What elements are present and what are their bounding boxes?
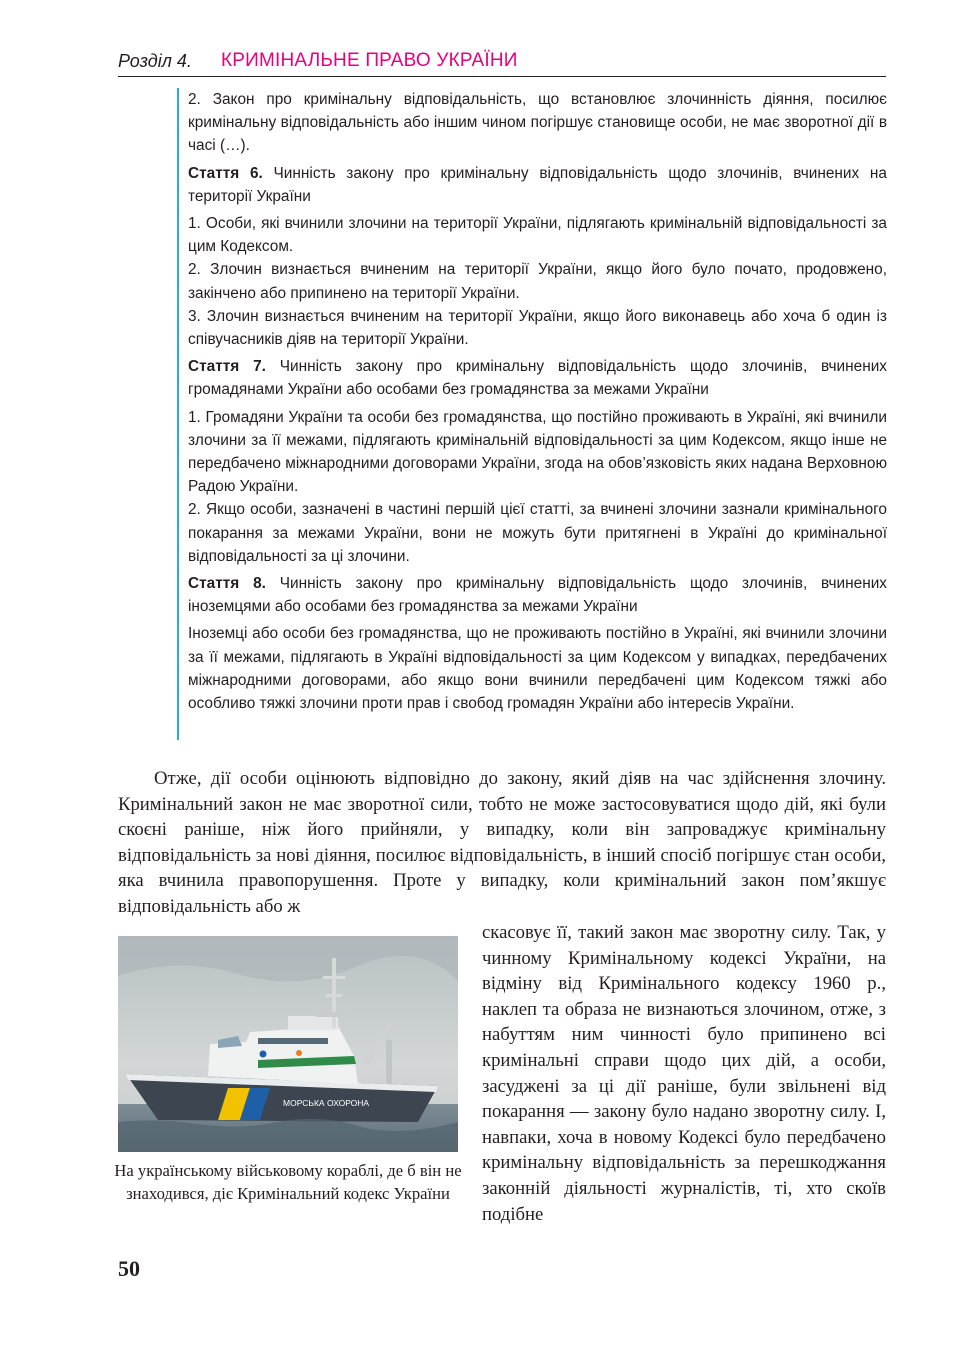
article-title: Чинність закону про кримінальну відповідальність щодо злочинів, вчинених іноземцями або особами без громадянства за межами України [188, 575, 887, 616]
law-item: 2. Якщо особи, зазначені в частині першій цієї статті, за вчинені злочини зазнали кримінального покарання за межами України, вони не можуть бути притягнені в Україні до кримінальної відповідальності за ці злочини. [188, 501, 887, 565]
article-6-heading [188, 162, 887, 208]
ship-photo [118, 936, 458, 1152]
ship-illustration [118, 936, 458, 1152]
article-label: Стаття 8. [188, 575, 266, 593]
section-label: Розділ 4. [118, 51, 192, 71]
ship-hull-text: МОРСЬКА ОХОРОНА [283, 1098, 370, 1108]
law-item: Іноземці або особи без громадянства, що не проживають постійно в Україні, які вчинили злочини за її межами, підлягають в Україні відповідальності за цим Кодексом у випадках, передбачених міжнародними договорами, або якщо вони вчинили передбачені цим Кодексом тяжкі або особливо тяжкі злочини проти прав і свобод громадян України або інтересів України. [188, 625, 887, 713]
photo-caption: На українському військовому кораблі, де б він не знаходився, діє Кримінальний кодекс України [114, 1161, 462, 1203]
page-number: 50 [118, 1256, 140, 1281]
law-item: 2. Злочин визнається вчиненим на території України, якщо його було почато, продовжено, закінчено або припинено на території України. [188, 261, 887, 302]
article-label: Стаття 6. [188, 164, 263, 182]
section-title: КРИМІНАЛЬНЕ ПРАВО УКРАЇНИ [221, 50, 518, 71]
law-excerpt-box [177, 88, 887, 740]
body-paragraph [118, 766, 886, 920]
law-item: 1. Особи, які вчинили злочини на території України, підлягають кримінальній відповідальності за цим Кодексом. [188, 215, 887, 256]
law-item: 3. Злочин визнається вчиненим на території України, якщо його виконавець або хоча б один із співучасників діяв на території України. [188, 307, 887, 349]
article-label: Стаття 7. [188, 358, 266, 376]
body-paragraph-text: Отже, дії особи оцінюють відповідно до закону, який діяв на час здійснення злочину. Кримінальний закон не має зворотної сили, тобто не може застосовуватися щодо дій, які були скоєні раніше, ніж його прийняли, у випадку, коли він запроваджує кримінальну відповідальність за нові діяння, посилює відповідальність, в інший спосіб погіршує стан особи, яка вчинила правопорушення. Проте у випадку, коли кримінальний закон пом’якшує відповідальність або ж [118, 768, 886, 917]
page-header [118, 48, 886, 77]
article-7-heading [188, 355, 887, 401]
law-item: 2. Закон про кримінальну відповідальність, що встановлює злочинність діяння, посилює кримінальну відповідальність або іншим чином погіршує становище особи, не має зворотної дії в часі (…). [188, 91, 887, 155]
article-title: Чинність закону про кримінальну відповідальність щодо злочинів, вчинених громадянами України або особами без громадянства за межами України [188, 358, 887, 399]
law-item: 1. Громадяни України та особи без громадянства, що постійно проживають в Україні, які вчинили злочини за її межами, підлягають кримінальній відповідальності за цим Кодексом, якщо інше не передбачено міжнародними договорами України, згода на обов’язковість яких надана Верховною Радою України. [188, 408, 887, 496]
body-paragraph-continued: скасовує її, такий закон має зворотну силу. Так, у чинному Кримінальному кодексі України, на відміну від Кримінального кодексу 1960 р., наклеп та образа не визнаються злочином, отже, з набуттям ним чинності було припинено всі кримінальні справи щодо цих дій, а особи, засуджені за ці дії раніше, були звільнені від покарання — закону було надано зворотну силу. І, навпаки, хоча в новому Кодексі було передбачено кримінальну відповідальність за перешкоджання законній діяльності журналістів, ті, хто скоїв подібне [482, 922, 886, 1225]
article-title: Чинність закону про кримінальну відповідальність щодо злочинів, вчинених на території України [188, 164, 887, 205]
article-8-heading [188, 572, 887, 618]
